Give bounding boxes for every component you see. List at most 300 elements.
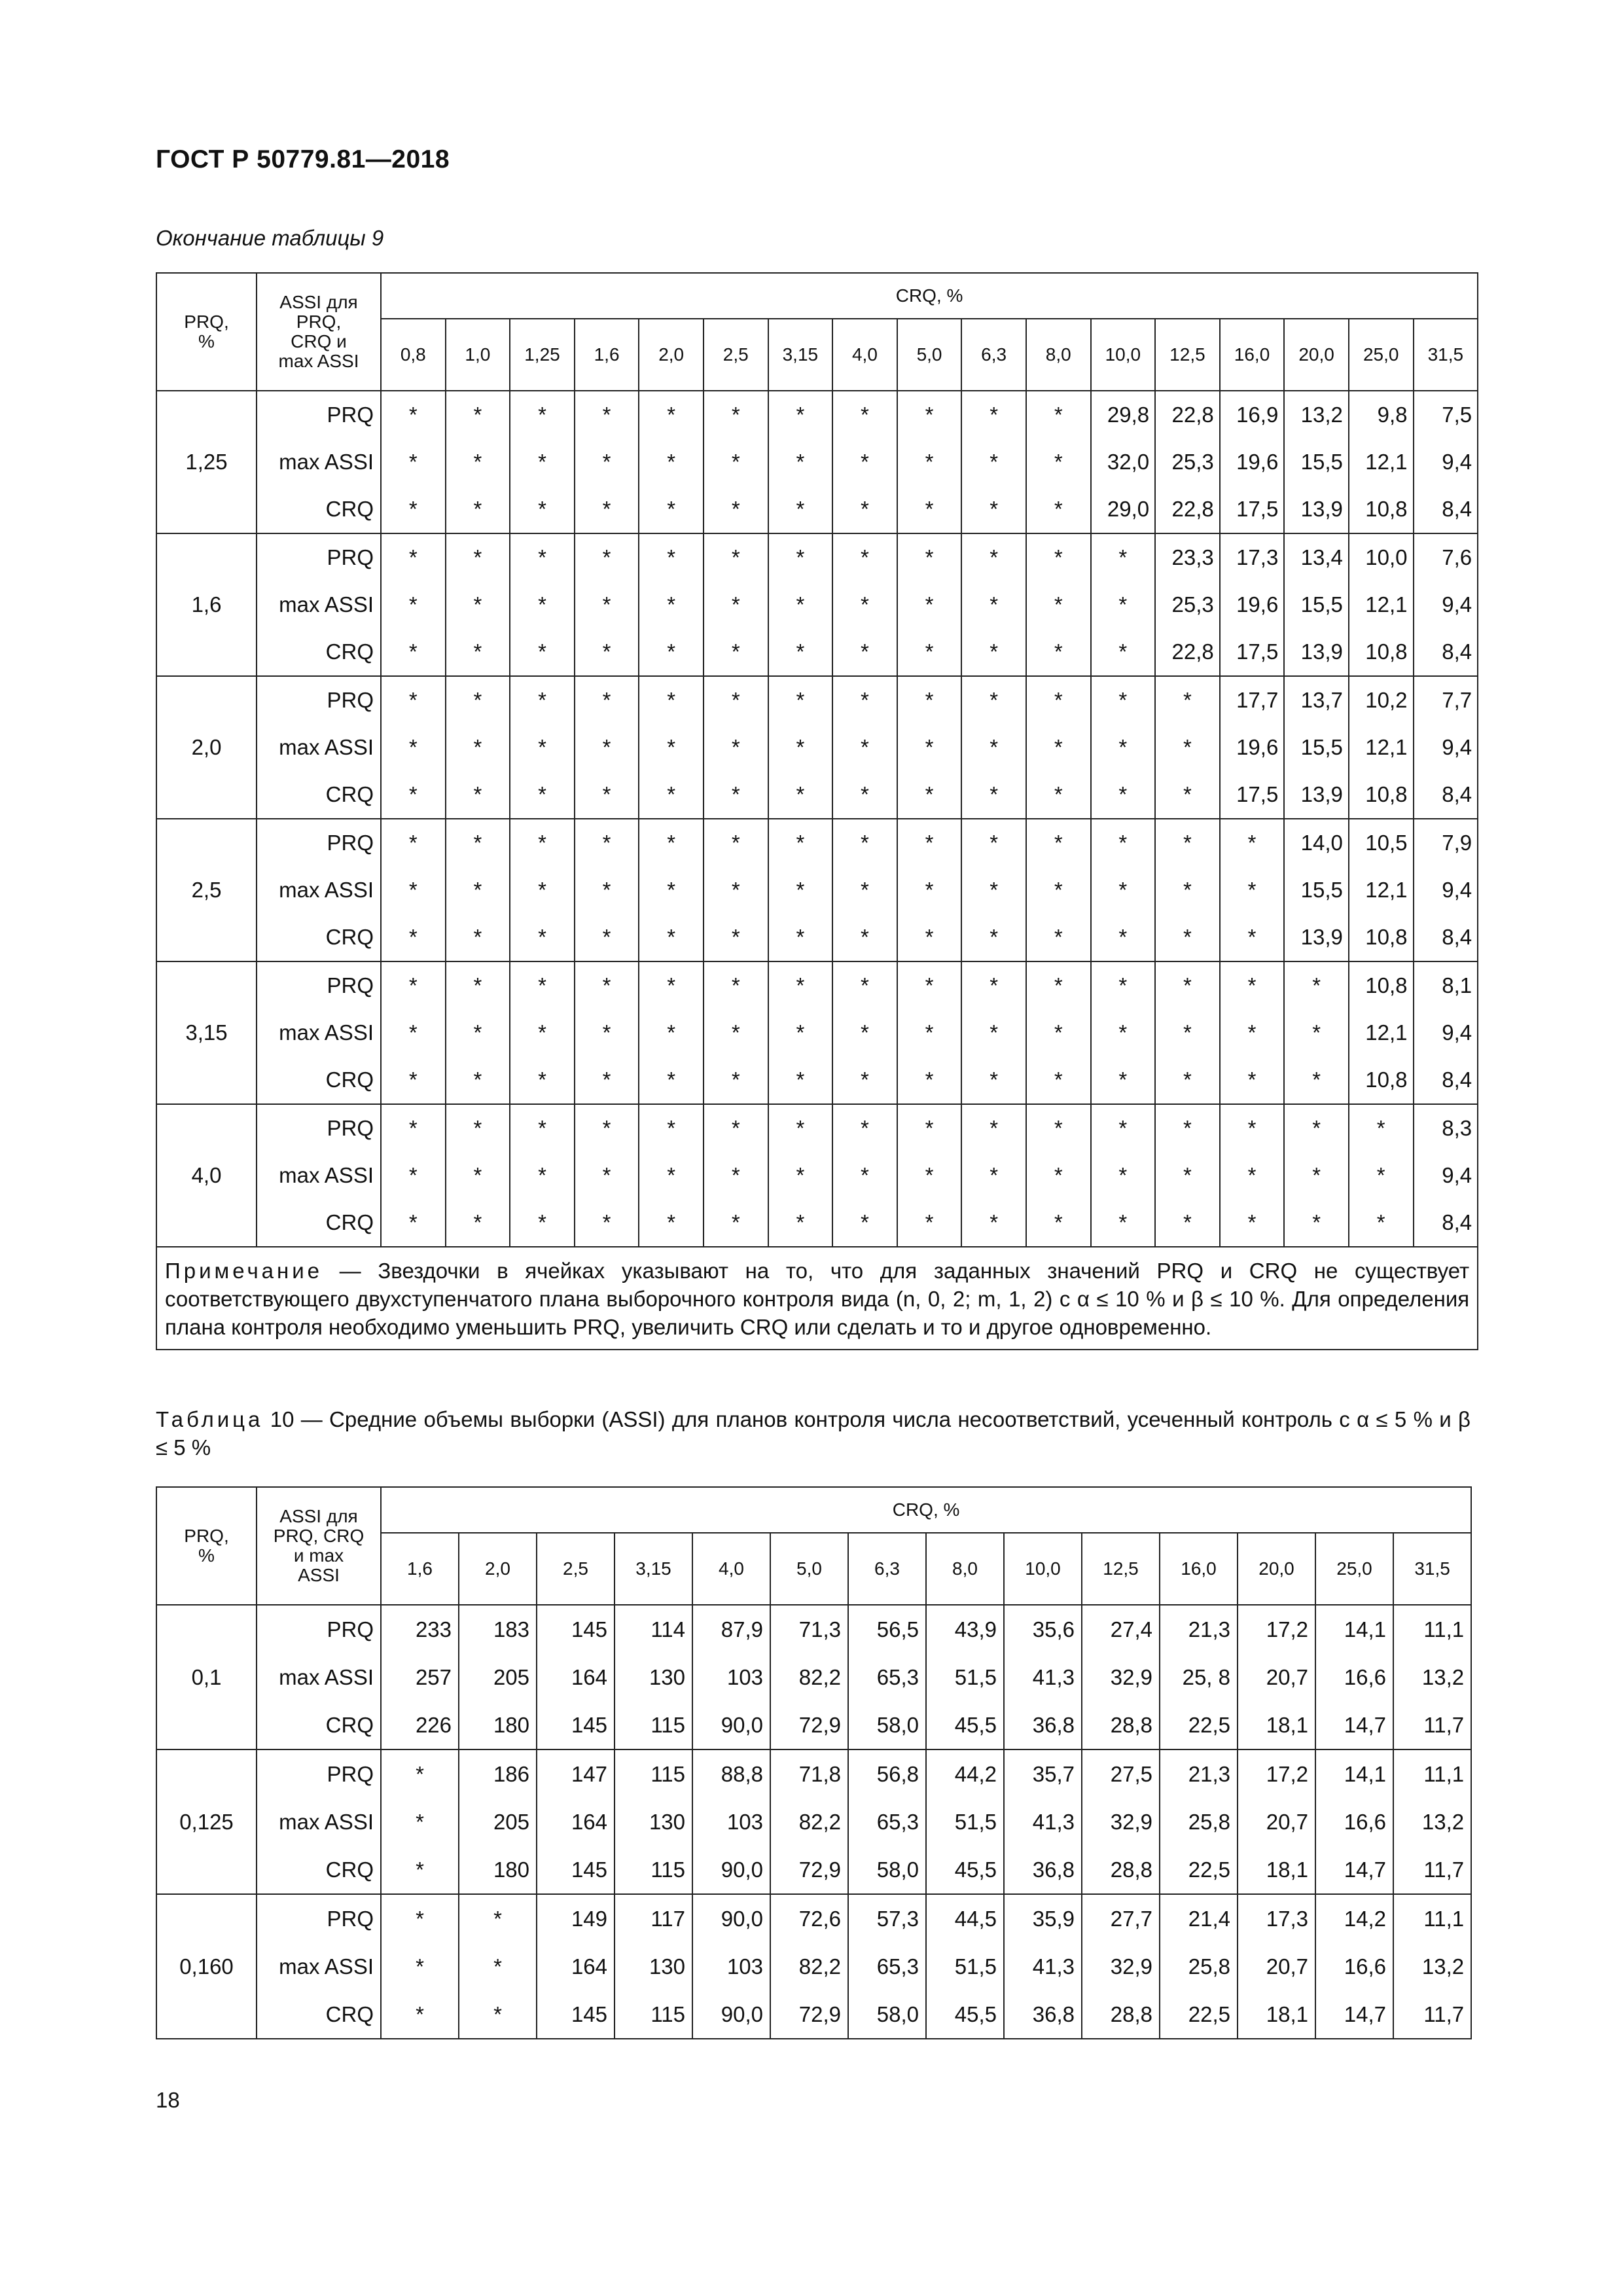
- prq-value: 1,6: [156, 533, 257, 676]
- table-cell: 25,3: [1155, 581, 1220, 628]
- table10-caption: [156, 1405, 1471, 1462]
- table-cell: 45,5: [926, 1701, 1004, 1749]
- table-cell: *: [961, 581, 1026, 628]
- table-cell: *: [961, 1009, 1026, 1056]
- table-cell: *: [381, 486, 446, 533]
- table-cell: 88,8: [692, 1749, 770, 1798]
- table-cell: *: [381, 581, 446, 628]
- table-cell: 14,1: [1315, 1749, 1393, 1798]
- table-cell: *: [832, 628, 897, 676]
- table-cell: *: [1026, 628, 1091, 676]
- table-cell: *: [1220, 867, 1285, 914]
- table-cell: *: [1026, 914, 1091, 961]
- table-cell: *: [961, 867, 1026, 914]
- table-cell: 25,8: [1160, 1943, 1238, 1990]
- table-cell: *: [1026, 1056, 1091, 1104]
- table-cell: 19,6: [1220, 724, 1285, 771]
- table-cell: *: [381, 1943, 459, 1990]
- table-cell: 9,4: [1414, 1009, 1478, 1056]
- table-cell: *: [381, 914, 446, 961]
- table-cell: 8,4: [1414, 914, 1478, 961]
- table-cell: *: [1091, 581, 1156, 628]
- table-row: [156, 628, 1478, 676]
- table-cell: *: [704, 914, 768, 961]
- table-row: [156, 533, 1478, 581]
- crq-column-header: 5,0: [770, 1533, 848, 1605]
- table-cell: *: [1155, 914, 1220, 961]
- table-cell: *: [446, 867, 510, 914]
- table-cell: 13,2: [1393, 1653, 1471, 1701]
- table-cell: *: [575, 771, 639, 819]
- table-cell: *: [510, 1152, 575, 1199]
- table-cell: *: [510, 1009, 575, 1056]
- table-cell: 115: [615, 1990, 692, 2039]
- table-cell: 13,9: [1284, 771, 1349, 819]
- table-cell: *: [704, 1056, 768, 1104]
- row-label: CRQ: [257, 914, 381, 961]
- table-cell: *: [704, 628, 768, 676]
- row-label: PRQ: [257, 391, 381, 439]
- table-cell: *: [1155, 771, 1220, 819]
- table-cell: 13,4: [1284, 533, 1349, 581]
- table-row: [156, 1798, 1471, 1846]
- table-cell: *: [768, 486, 833, 533]
- table-cell: 9,4: [1414, 439, 1478, 486]
- table-cell: 58,0: [848, 1990, 926, 2039]
- table-cell: 90,0: [692, 1846, 770, 1894]
- table-cell: *: [897, 914, 962, 961]
- table-cell: *: [446, 1056, 510, 1104]
- table-cell: *: [446, 676, 510, 724]
- table-cell: 65,3: [848, 1798, 926, 1846]
- table-cell: *: [1026, 1152, 1091, 1199]
- table10-caption-label: Таблица: [156, 1407, 264, 1431]
- table-cell: 22,5: [1160, 1846, 1238, 1894]
- table-cell: *: [1155, 676, 1220, 724]
- table-cell: 23,3: [1155, 533, 1220, 581]
- table-cell: 25,3: [1155, 439, 1220, 486]
- table-cell: *: [381, 1152, 446, 1199]
- table-cell: *: [575, 724, 639, 771]
- prq-column-header: PRQ, %: [156, 1487, 257, 1605]
- table-row: [156, 1605, 1471, 1653]
- table-cell: *: [1284, 1056, 1349, 1104]
- table-cell: 90,0: [692, 1894, 770, 1943]
- table-cell: *: [459, 1894, 537, 1943]
- table-row: [156, 1653, 1471, 1701]
- table-row: [156, 867, 1478, 914]
- table-cell: 186: [459, 1749, 537, 1798]
- crq-group-header: CRQ, %: [381, 1487, 1471, 1533]
- table-cell: *: [1220, 819, 1285, 867]
- table-cell: *: [446, 961, 510, 1009]
- table-cell: *: [381, 439, 446, 486]
- table-cell: *: [639, 628, 704, 676]
- table-cell: *: [897, 1104, 962, 1152]
- table-cell: *: [639, 914, 704, 961]
- table-cell: *: [832, 914, 897, 961]
- table-cell: 65,3: [848, 1943, 926, 1990]
- table-cell: 15,5: [1284, 581, 1349, 628]
- table-cell: *: [704, 1199, 768, 1247]
- table-cell: 35,6: [1004, 1605, 1082, 1653]
- table-cell: 82,2: [770, 1653, 848, 1701]
- table-cell: 82,2: [770, 1943, 848, 1990]
- table-cell: *: [639, 581, 704, 628]
- table-cell: 17,3: [1220, 533, 1285, 581]
- table-cell: *: [768, 819, 833, 867]
- table-row: [156, 1199, 1478, 1247]
- table-cell: 51,5: [926, 1943, 1004, 1990]
- table-cell: *: [446, 1009, 510, 1056]
- table-cell: *: [639, 486, 704, 533]
- table-cell: 130: [615, 1943, 692, 1990]
- table-cell: *: [768, 867, 833, 914]
- table-cell: *: [446, 628, 510, 676]
- table-cell: 103: [692, 1653, 770, 1701]
- table-cell: 115: [615, 1701, 692, 1749]
- note-text: — Звездочки в ячейках указывают на то, что для заданных значений PRQ и CRQ не существует соответствующего двухступенчатого плана выборочного контроля вида (n, 0, 2; m, 1, 2) с α ≤ 10 % и β ≤ 10 %. Для определения плана контроля необходимо уменьшить PRQ, увеличить CRQ или сделать и то и другое одновременно.: [165, 1259, 1470, 1339]
- table-cell: *: [510, 771, 575, 819]
- table-cell: *: [768, 1199, 833, 1247]
- table-cell: *: [575, 581, 639, 628]
- crq-column-header: 12,5: [1155, 319, 1220, 391]
- table-cell: *: [1155, 1199, 1220, 1247]
- table-cell: 145: [537, 1846, 615, 1894]
- row-label: PRQ: [257, 676, 381, 724]
- table-row: [156, 1056, 1478, 1104]
- table-cell: *: [832, 819, 897, 867]
- table-row: [156, 1943, 1471, 1990]
- table-cell: *: [381, 961, 446, 1009]
- row-label: CRQ: [257, 486, 381, 533]
- table-cell: 25, 8: [1160, 1653, 1238, 1701]
- table-cell: 9,8: [1349, 391, 1414, 439]
- table-cell: 35,9: [1004, 1894, 1082, 1943]
- table-cell: *: [446, 439, 510, 486]
- table-cell: *: [961, 1056, 1026, 1104]
- table-cell: 72,9: [770, 1990, 848, 2039]
- table-cell: 51,5: [926, 1653, 1004, 1701]
- crq-column-header: 20,0: [1284, 319, 1349, 391]
- table-cell: *: [1220, 1152, 1285, 1199]
- table-cell: 13,2: [1393, 1943, 1471, 1990]
- crq-column-header: 8,0: [1026, 319, 1091, 391]
- table-cell: 11,1: [1393, 1605, 1471, 1653]
- table-cell: *: [768, 771, 833, 819]
- table-cell: 8,4: [1414, 1199, 1478, 1247]
- prq-value: 0,160: [156, 1894, 257, 2039]
- table-cell: *: [459, 1990, 537, 2039]
- table-row: [156, 724, 1478, 771]
- crq-column-header: 2,5: [537, 1533, 615, 1605]
- table-cell: *: [381, 771, 446, 819]
- table-cell: 57,3: [848, 1894, 926, 1943]
- table-cell: *: [704, 1152, 768, 1199]
- table-row: [156, 819, 1478, 867]
- table-cell: *: [961, 1152, 1026, 1199]
- table-cell: 9,4: [1414, 1152, 1478, 1199]
- table-cell: *: [704, 819, 768, 867]
- table-cell: 7,7: [1414, 676, 1478, 724]
- table-cell: *: [1155, 1104, 1220, 1152]
- table-cell: *: [446, 771, 510, 819]
- table-cell: 44,2: [926, 1749, 1004, 1798]
- table-cell: *: [446, 914, 510, 961]
- table-cell: *: [832, 1104, 897, 1152]
- table-cell: *: [510, 533, 575, 581]
- table-cell: *: [639, 771, 704, 819]
- table-cell: 18,1: [1238, 1701, 1315, 1749]
- table-cell: 117: [615, 1894, 692, 1943]
- table-cell: 14,7: [1315, 1990, 1393, 2039]
- table-cell: *: [1220, 1009, 1285, 1056]
- table-cell: *: [1220, 1056, 1285, 1104]
- table-cell: 28,8: [1082, 1846, 1160, 1894]
- crq-column-header: 1,25: [510, 319, 575, 391]
- table-cell: 10,8: [1349, 914, 1414, 961]
- table-cell: *: [510, 1104, 575, 1152]
- table-cell: *: [1284, 1199, 1349, 1247]
- table-cell: *: [1220, 961, 1285, 1009]
- table-cell: 10,8: [1349, 961, 1414, 1009]
- table-cell: 90,0: [692, 1701, 770, 1749]
- table-cell: 13,9: [1284, 486, 1349, 533]
- table-cell: 257: [381, 1653, 459, 1701]
- table-cell: *: [575, 1056, 639, 1104]
- table-cell: *: [1220, 1199, 1285, 1247]
- table-cell: *: [381, 1798, 459, 1846]
- table-cell: *: [446, 581, 510, 628]
- table-cell: 7,6: [1414, 533, 1478, 581]
- table-cell: *: [704, 867, 768, 914]
- table-cell: *: [897, 1056, 962, 1104]
- table-row: [156, 439, 1478, 486]
- table-cell: 11,1: [1393, 1749, 1471, 1798]
- prq-value: 3,15: [156, 961, 257, 1104]
- table-cell: 58,0: [848, 1846, 926, 1894]
- table-cell: 22,5: [1160, 1701, 1238, 1749]
- table-cell: *: [1349, 1104, 1414, 1152]
- table-cell: *: [1026, 676, 1091, 724]
- crq-column-header: 5,0: [897, 319, 962, 391]
- table-cell: *: [832, 724, 897, 771]
- table-cell: *: [575, 439, 639, 486]
- table-cell: *: [639, 1104, 704, 1152]
- table-cell: *: [381, 1846, 459, 1894]
- crq-column-header: 12,5: [1082, 1533, 1160, 1605]
- table-cell: 44,5: [926, 1894, 1004, 1943]
- row-label: CRQ: [257, 628, 381, 676]
- table-row: [156, 961, 1478, 1009]
- table-cell: *: [1026, 439, 1091, 486]
- table-cell: *: [961, 391, 1026, 439]
- table-cell: *: [961, 961, 1026, 1009]
- table-cell: 32,9: [1082, 1798, 1160, 1846]
- table-cell: *: [381, 391, 446, 439]
- table-cell: *: [575, 914, 639, 961]
- table-cell: *: [832, 676, 897, 724]
- table-cell: *: [1091, 676, 1156, 724]
- row-label: max ASSI: [257, 724, 381, 771]
- table-cell: 58,0: [848, 1701, 926, 1749]
- table9-caption: Окончание таблицы 9: [156, 226, 384, 250]
- table-cell: *: [704, 486, 768, 533]
- table-cell: 87,9: [692, 1605, 770, 1653]
- table-cell: 32,9: [1082, 1653, 1160, 1701]
- table-cell: *: [961, 628, 1026, 676]
- table-cell: *: [1026, 867, 1091, 914]
- table-cell: *: [897, 439, 962, 486]
- table-row: [156, 1701, 1471, 1749]
- table-cell: *: [510, 1056, 575, 1104]
- table-cell: 13,9: [1284, 628, 1349, 676]
- table-cell: *: [639, 676, 704, 724]
- table-cell: *: [510, 628, 575, 676]
- row-label: CRQ: [257, 1701, 381, 1749]
- table-cell: *: [381, 1009, 446, 1056]
- crq-column-header: 1,6: [381, 1533, 459, 1605]
- table-cell: 10,8: [1349, 628, 1414, 676]
- table-cell: 21,3: [1160, 1605, 1238, 1653]
- table-cell: *: [961, 439, 1026, 486]
- table-cell: 164: [537, 1943, 615, 1990]
- table-cell: *: [832, 439, 897, 486]
- table-cell: 15,5: [1284, 724, 1349, 771]
- table-cell: *: [575, 1104, 639, 1152]
- table-cell: *: [704, 771, 768, 819]
- table-cell: *: [1284, 1152, 1349, 1199]
- table-cell: 16,6: [1315, 1798, 1393, 1846]
- table-cell: 22,8: [1155, 486, 1220, 533]
- table-cell: 130: [615, 1798, 692, 1846]
- table-cell: *: [897, 1152, 962, 1199]
- table-cell: *: [510, 914, 575, 961]
- table-cell: 18,1: [1238, 1846, 1315, 1894]
- table-cell: 14,1: [1315, 1605, 1393, 1653]
- table-cell: 115: [615, 1749, 692, 1798]
- table-cell: *: [897, 1199, 962, 1247]
- table-cell: *: [639, 1009, 704, 1056]
- table-cell: *: [639, 1199, 704, 1247]
- table-cell: 20,7: [1238, 1653, 1315, 1701]
- table-cell: 17,2: [1238, 1605, 1315, 1653]
- table-cell: 164: [537, 1798, 615, 1846]
- table-cell: *: [1349, 1152, 1414, 1199]
- row-label: PRQ: [257, 1605, 381, 1653]
- table-cell: *: [1026, 1104, 1091, 1152]
- table-cell: 115: [615, 1846, 692, 1894]
- table-cell: *: [1155, 1009, 1220, 1056]
- table-cell: 41,3: [1004, 1798, 1082, 1846]
- row-label: PRQ: [257, 961, 381, 1009]
- table-cell: 72,6: [770, 1894, 848, 1943]
- table-cell: *: [768, 724, 833, 771]
- table-cell: *: [1220, 914, 1285, 961]
- table-cell: 9,4: [1414, 581, 1478, 628]
- table-cell: 43,9: [926, 1605, 1004, 1653]
- table-cell: *: [446, 1152, 510, 1199]
- table-row: [156, 1152, 1478, 1199]
- table-cell: *: [768, 1104, 833, 1152]
- table-cell: 183: [459, 1605, 537, 1653]
- table-cell: *: [768, 1152, 833, 1199]
- table-cell: *: [381, 819, 446, 867]
- table-cell: *: [1155, 819, 1220, 867]
- table-cell: *: [1091, 914, 1156, 961]
- table-cell: *: [510, 391, 575, 439]
- table-cell: 72,9: [770, 1846, 848, 1894]
- table-cell: 13,2: [1284, 391, 1349, 439]
- crq-column-header: 20,0: [1238, 1533, 1315, 1605]
- prq-value: 4,0: [156, 1104, 257, 1247]
- table-cell: 72,9: [770, 1701, 848, 1749]
- table-cell: *: [639, 961, 704, 1009]
- table-cell: *: [704, 391, 768, 439]
- table-cell: *: [704, 724, 768, 771]
- table-row: [156, 1846, 1471, 1894]
- table-cell: *: [961, 914, 1026, 961]
- table-cell: 22,5: [1160, 1990, 1238, 2039]
- table-cell: 7,9: [1414, 819, 1478, 867]
- table-cell: 226: [381, 1701, 459, 1749]
- table-cell: 114: [615, 1605, 692, 1653]
- table-cell: 65,3: [848, 1653, 926, 1701]
- table-cell: 36,8: [1004, 1990, 1082, 2039]
- table-cell: *: [575, 1009, 639, 1056]
- table-cell: *: [832, 1056, 897, 1104]
- table-cell: *: [639, 439, 704, 486]
- table-cell: 8,1: [1414, 961, 1478, 1009]
- row-label: PRQ: [257, 819, 381, 867]
- table-cell: 14,7: [1315, 1846, 1393, 1894]
- note-label: Примечание: [165, 1259, 323, 1283]
- table-cell: 10,8: [1349, 771, 1414, 819]
- table-cell: *: [639, 819, 704, 867]
- table-cell: *: [1091, 533, 1156, 581]
- row-label: CRQ: [257, 1199, 381, 1247]
- table-cell: *: [510, 961, 575, 1009]
- table-cell: *: [961, 819, 1026, 867]
- prq-value: 2,0: [156, 676, 257, 819]
- crq-column-header: 8,0: [926, 1533, 1004, 1605]
- table-cell: *: [768, 1056, 833, 1104]
- table-cell: 17,5: [1220, 628, 1285, 676]
- table-cell: 10,8: [1349, 1056, 1414, 1104]
- table-cell: 12,1: [1349, 724, 1414, 771]
- table-cell: *: [1155, 1056, 1220, 1104]
- table-cell: *: [832, 581, 897, 628]
- table-cell: *: [768, 1009, 833, 1056]
- table-cell: *: [575, 533, 639, 581]
- table-cell: *: [1026, 961, 1091, 1009]
- table-cell: 145: [537, 1990, 615, 2039]
- table-cell: 28,8: [1082, 1701, 1160, 1749]
- table-cell: 27,5: [1082, 1749, 1160, 1798]
- crq-column-header: 10,0: [1091, 319, 1156, 391]
- table-cell: 13,7: [1284, 676, 1349, 724]
- table-cell: 21,4: [1160, 1894, 1238, 1943]
- table-cell: *: [510, 676, 575, 724]
- prq-value: 1,25: [156, 391, 257, 533]
- table-cell: 19,6: [1220, 581, 1285, 628]
- table-row: [156, 581, 1478, 628]
- table-cell: *: [446, 533, 510, 581]
- table-cell: *: [381, 1749, 459, 1798]
- table-cell: *: [639, 391, 704, 439]
- table-row: [156, 1009, 1478, 1056]
- row-label: PRQ: [257, 1894, 381, 1943]
